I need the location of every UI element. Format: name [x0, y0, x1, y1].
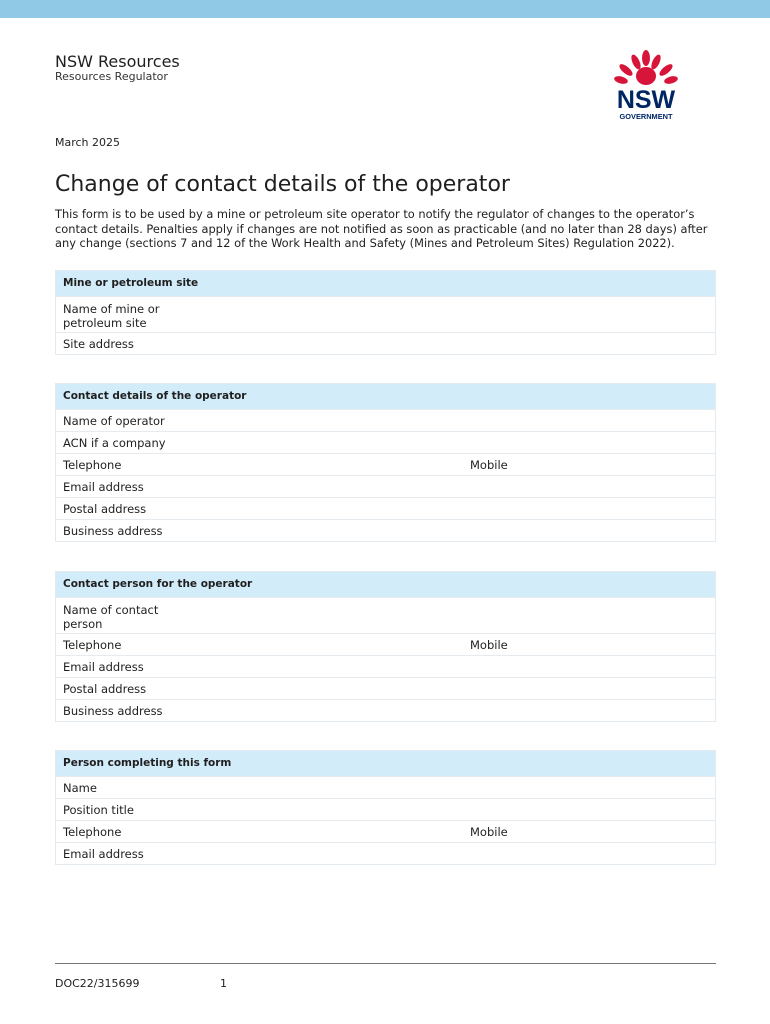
- field-row[interactable]: [56, 453, 715, 475]
- top-color-bar: [0, 0, 770, 18]
- field-row[interactable]: [56, 597, 715, 633]
- field-label: Email address: [63, 660, 144, 674]
- field-row[interactable]: [56, 655, 715, 677]
- section-heading: Contact details of the operator: [56, 384, 715, 409]
- field-row[interactable]: [56, 798, 715, 820]
- mobile-label: Mobile: [470, 638, 508, 652]
- field-label: Postal address: [63, 502, 147, 516]
- mobile-label: Mobile: [470, 825, 508, 839]
- page-title: Change of contact details of the operator: [55, 172, 510, 197]
- logo-government-text: GOVERNMENT: [619, 112, 673, 121]
- field-label: Business address: [63, 524, 163, 538]
- logo-nsw-text: NSW: [616, 86, 676, 114]
- field-label: Business address: [63, 704, 163, 718]
- field-row[interactable]: [56, 431, 715, 453]
- field-row[interactable]: [56, 633, 715, 655]
- field-label: Telephone: [63, 638, 122, 652]
- field-label: Name: [63, 781, 97, 795]
- field-row[interactable]: [56, 409, 715, 431]
- field-label: Telephone: [63, 825, 122, 839]
- field-row[interactable]: [56, 296, 715, 332]
- field-row[interactable]: [56, 776, 715, 798]
- field-label: Name of mine or petroleum site: [63, 302, 160, 330]
- section-heading: Mine or petroleum site: [56, 271, 715, 296]
- field-label: Name of operator: [63, 414, 165, 428]
- section-operator-contact: [55, 383, 716, 542]
- document-date: March 2025: [55, 136, 121, 149]
- field-row[interactable]: [56, 699, 715, 721]
- footer-divider: [55, 963, 716, 964]
- page-number: 1: [220, 977, 227, 990]
- field-row[interactable]: [56, 677, 715, 699]
- field-row[interactable]: [56, 475, 715, 497]
- section-person-completing: [55, 750, 716, 865]
- intro-paragraph: This form is to be used by a mine or petroleum site operator to notify the regulator of changes to the operator’s contact details. Penalties apply if changes are not notified as soon as practicable (and no later than 28 days) after any change (sections 7 and 12 of the Work Health and Safety (Mines and Petroleum Sites) Regulation 2022).: [55, 207, 708, 250]
- section-mine-site: [55, 270, 716, 355]
- field-row[interactable]: [56, 842, 715, 864]
- field-label: Position title: [63, 803, 134, 817]
- field-label: Email address: [63, 847, 144, 861]
- organisation-name: NSW Resources: [55, 52, 180, 71]
- field-row[interactable]: [56, 332, 715, 354]
- section-contact-person: [55, 571, 716, 722]
- field-label: Postal address: [63, 682, 147, 696]
- waratah-icon: [613, 50, 678, 85]
- field-label: Name of contact person: [63, 603, 159, 631]
- field-label: ACN if a company: [63, 436, 166, 450]
- section-heading: Person completing this form: [56, 751, 715, 776]
- section-heading: Contact person for the operator: [56, 572, 715, 597]
- field-row[interactable]: [56, 820, 715, 842]
- field-label: Telephone: [63, 458, 122, 472]
- nsw-government-logo: [610, 50, 682, 122]
- field-label: Email address: [63, 480, 144, 494]
- document-number: DOC22/315699: [55, 977, 140, 990]
- organisation-subname: Resources Regulator: [55, 70, 168, 83]
- field-row[interactable]: [56, 497, 715, 519]
- mobile-label: Mobile: [470, 458, 508, 472]
- field-row[interactable]: [56, 519, 715, 541]
- field-label: Site address: [63, 337, 134, 351]
